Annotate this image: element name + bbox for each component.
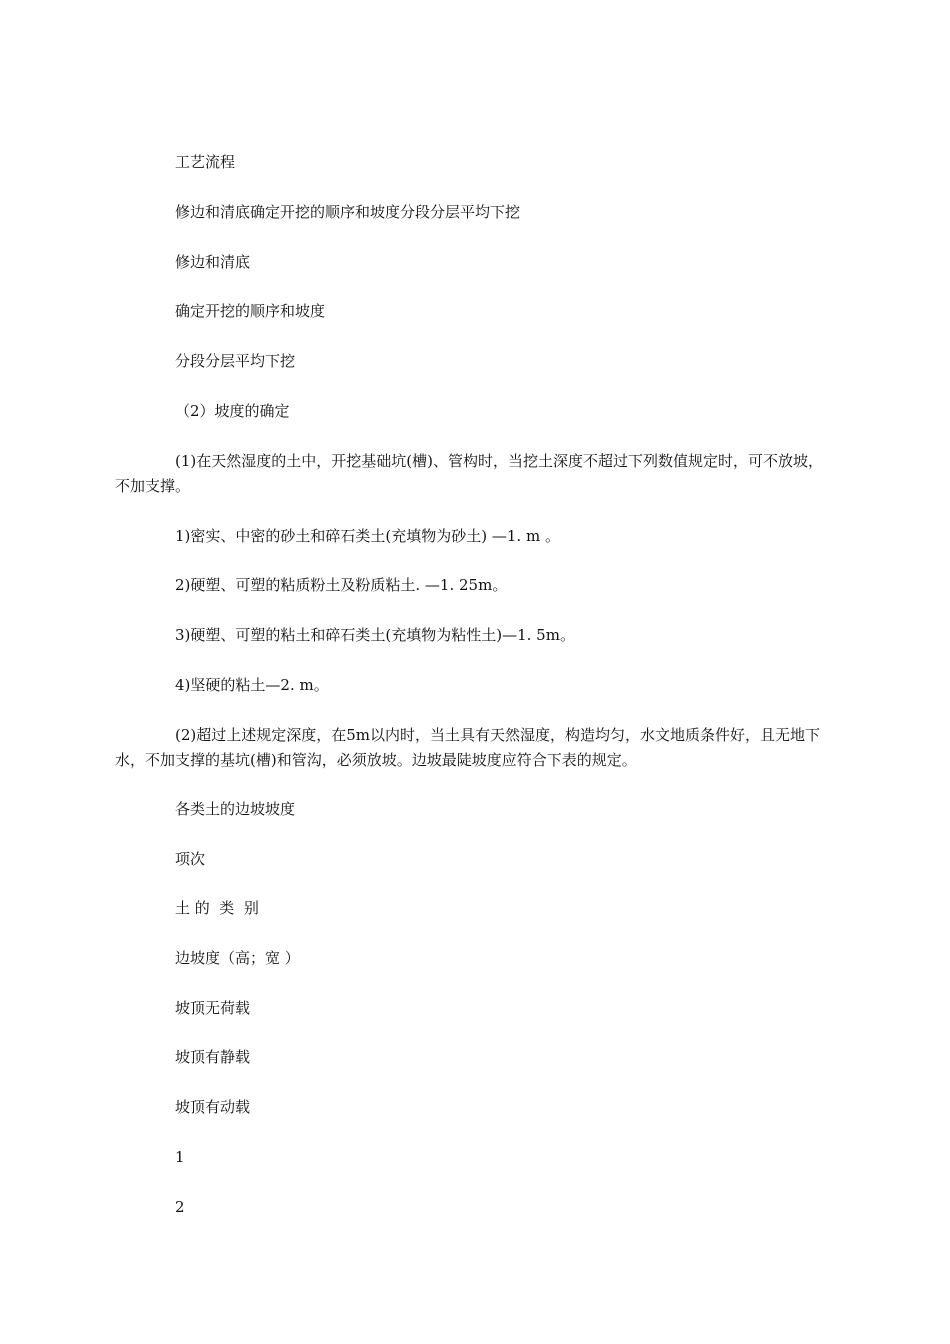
table-title: 各类土的边坡坡度	[175, 800, 296, 818]
paragraph-rule-2: (2)超过上述规定深度，在5m以内时，当土具有天然湿度，构造均匀，水文地质条件好，且无地下水，不加支撑的基坑(槽)和管沟，必须放坡。边坡最陡坡度应符合下表的规定。	[115, 726, 821, 769]
paragraph-step-layers: 分段分层平均下挖	[175, 352, 296, 370]
table-header-slope: 边坡度（高；宽 ）	[175, 949, 300, 967]
table-header-dynamic-load: 坡顶有动载	[175, 1098, 251, 1116]
list-item-4: 4)坚硬的粘土—2. m。	[175, 676, 329, 694]
list-item-2: 2)硬塑、可塑的粘质粉土及粉质粘土. —1. 25m。	[175, 576, 508, 594]
list-item-1: 1)密实、中密的砂土和碎石类土(充填物为砂土) —1. m 。	[175, 527, 560, 545]
paragraph-step-order: 确定开挖的顺序和坡度	[175, 302, 326, 320]
table-header-static-load: 坡顶有静载	[175, 1048, 251, 1066]
heading-process-flow: 工艺流程	[175, 153, 236, 171]
list-item-3: 3)硬塑、可塑的粘土和碎石类土(充填物为粘性土)—1. 5m。	[175, 626, 575, 644]
paragraph-flow-summary: 修边和清底确定开挖的顺序和坡度分段分层平均下挖	[175, 203, 521, 221]
section-heading-slope: （2）坡度的确定	[175, 402, 290, 420]
table-header-no-load: 坡顶无荷载	[175, 999, 251, 1017]
table-header-index: 项次	[175, 850, 206, 868]
table-header-soil-type: 土 的 类 别	[175, 899, 259, 917]
paragraph-step-trim: 修边和清底	[175, 253, 251, 271]
table-row-index-2: 2	[175, 1198, 185, 1216]
paragraph-rule-1: (1)在天然湿度的土中，开挖基础坑(槽)、管构时，当挖土深度不超过下列数值规定时，可不放坡，不加支撑。	[115, 452, 823, 495]
table-row-index-1: 1	[175, 1148, 185, 1166]
